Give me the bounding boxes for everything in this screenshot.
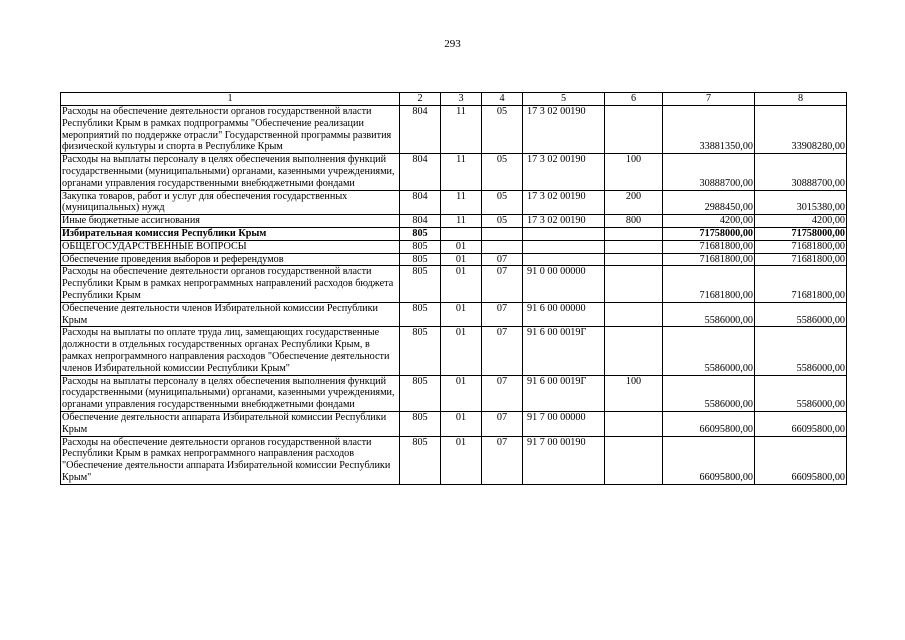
- budget-table: [60, 92, 847, 485]
- row-amount-1-cell: 5586000,00: [663, 327, 755, 375]
- row-subsection-cell: 05: [482, 106, 523, 154]
- row-name-cell: Расходы на обеспечение деятельности органов государственной власти Республики Крым в рамках непрограммных направлений расходов бюджета Республики Крым: [61, 266, 400, 302]
- row-subsection-cell: [482, 240, 523, 253]
- row-ved-cell: 805: [400, 227, 441, 240]
- column-header: 5: [523, 93, 605, 106]
- row-target-article-cell: 91 6 00 0019Г: [523, 375, 605, 411]
- row-expense-type-cell: 200: [605, 190, 663, 215]
- table-row: [61, 190, 847, 215]
- row-name-cell: Обеспечение проведения выборов и референдумов: [61, 253, 400, 266]
- row-subsection-cell: 07: [482, 436, 523, 484]
- row-ved-cell: 805: [400, 266, 441, 302]
- row-target-article-cell: 91 7 00 00190: [523, 436, 605, 484]
- row-amount-2-cell: 30888700,00: [755, 154, 847, 190]
- row-target-article-cell: [523, 227, 605, 240]
- row-amount-1-cell: 4200,00: [663, 215, 755, 228]
- row-target-article-cell: 91 6 00 00000: [523, 302, 605, 327]
- row-subsection-cell: 05: [482, 215, 523, 228]
- row-section-cell: 11: [441, 154, 482, 190]
- row-amount-1-cell: 66095800,00: [663, 411, 755, 436]
- row-subsection-cell: 05: [482, 190, 523, 215]
- row-amount-2-cell: 71758000,00: [755, 227, 847, 240]
- column-header: 1: [61, 93, 400, 106]
- row-subsection-cell: 07: [482, 375, 523, 411]
- row-amount-1-cell: 71681800,00: [663, 240, 755, 253]
- row-target-article-cell: 17 3 02 00190: [523, 190, 605, 215]
- row-amount-2-cell: 71681800,00: [755, 266, 847, 302]
- table-row: [61, 240, 847, 253]
- column-header: 7: [663, 93, 755, 106]
- row-expense-type-cell: [605, 327, 663, 375]
- row-target-article-cell: 91 0 00 00000: [523, 266, 605, 302]
- row-amount-1-cell: 5586000,00: [663, 302, 755, 327]
- row-ved-cell: 805: [400, 240, 441, 253]
- table-row: [61, 411, 847, 436]
- table-row: [61, 375, 847, 411]
- table-row: [61, 327, 847, 375]
- row-amount-2-cell: 5586000,00: [755, 327, 847, 375]
- page-number: 293: [444, 38, 461, 50]
- row-amount-2-cell: 66095800,00: [755, 436, 847, 484]
- table-row: [61, 106, 847, 154]
- row-subsection-cell: 05: [482, 154, 523, 190]
- table-row: [61, 227, 847, 240]
- row-ved-cell: 805: [400, 375, 441, 411]
- row-expense-type-cell: [605, 266, 663, 302]
- column-header: 2: [400, 93, 441, 106]
- table-row: [61, 266, 847, 302]
- row-amount-1-cell: 66095800,00: [663, 436, 755, 484]
- row-name-cell: Обеспечение деятельности членов Избирательной комиссии Республики Крым: [61, 302, 400, 327]
- row-section-cell: 11: [441, 106, 482, 154]
- row-amount-1-cell: 33881350,00: [663, 106, 755, 154]
- row-expense-type-cell: 100: [605, 154, 663, 190]
- row-subsection-cell: 07: [482, 327, 523, 375]
- column-header: 3: [441, 93, 482, 106]
- table-row: [61, 215, 847, 228]
- row-name-cell: Иные бюджетные ассигнования: [61, 215, 400, 228]
- row-name-cell: Закупка товаров, работ и услуг для обеспечения государственных (муниципальных) нужд: [61, 190, 400, 215]
- row-ved-cell: 805: [400, 302, 441, 327]
- row-name-cell: ОБЩЕГОСУДАРСТВЕННЫЕ ВОПРОСЫ: [61, 240, 400, 253]
- row-name-cell: Избирательная комиссия Республики Крым: [61, 227, 400, 240]
- row-name-cell: Расходы на выплаты персоналу в целях обеспечения выполнения функций государственными (муниципальными) органами, казенными учреждениями, органами управления государственными внебюджетными фондами: [61, 375, 400, 411]
- row-expense-type-cell: 800: [605, 215, 663, 228]
- row-section-cell: 11: [441, 190, 482, 215]
- row-amount-2-cell: 71681800,00: [755, 240, 847, 253]
- table-row: [61, 253, 847, 266]
- row-amount-1-cell: 71758000,00: [663, 227, 755, 240]
- row-target-article-cell: 17 3 02 00190: [523, 215, 605, 228]
- row-section-cell: 01: [441, 240, 482, 253]
- row-amount-2-cell: 5586000,00: [755, 375, 847, 411]
- row-target-article-cell: 91 6 00 0019Г: [523, 327, 605, 375]
- row-amount-1-cell: 71681800,00: [663, 253, 755, 266]
- row-amount-2-cell: 3015380,00: [755, 190, 847, 215]
- row-section-cell: 01: [441, 266, 482, 302]
- row-ved-cell: 804: [400, 154, 441, 190]
- row-name-cell: Обеспечение деятельности аппарата Избирательной комиссии Республики Крым: [61, 411, 400, 436]
- row-amount-2-cell: 33908280,00: [755, 106, 847, 154]
- row-amount-1-cell: 30888700,00: [663, 154, 755, 190]
- row-subsection-cell: [482, 227, 523, 240]
- row-section-cell: 01: [441, 327, 482, 375]
- row-ved-cell: 805: [400, 327, 441, 375]
- row-expense-type-cell: [605, 227, 663, 240]
- row-expense-type-cell: 100: [605, 375, 663, 411]
- row-ved-cell: 804: [400, 106, 441, 154]
- row-subsection-cell: 07: [482, 266, 523, 302]
- row-amount-1-cell: 2988450,00: [663, 190, 755, 215]
- row-section-cell: 01: [441, 302, 482, 327]
- row-expense-type-cell: [605, 240, 663, 253]
- row-ved-cell: 805: [400, 253, 441, 266]
- column-header: 4: [482, 93, 523, 106]
- row-expense-type-cell: [605, 302, 663, 327]
- table-row: [61, 154, 847, 190]
- row-target-article-cell: [523, 240, 605, 253]
- column-header: 6: [605, 93, 663, 106]
- row-name-cell: Расходы на выплаты по оплате труда лиц, замещающих государственные должности в отдельных государственных органах Республики Крым, в рамках непрограммного направления расходов "Обеспечение деятельности членов Избирательной комиссии Республики Крым": [61, 327, 400, 375]
- row-amount-1-cell: 71681800,00: [663, 266, 755, 302]
- row-ved-cell: 805: [400, 411, 441, 436]
- row-ved-cell: 805: [400, 436, 441, 484]
- row-subsection-cell: 07: [482, 302, 523, 327]
- row-ved-cell: 804: [400, 215, 441, 228]
- row-expense-type-cell: [605, 411, 663, 436]
- row-amount-2-cell: 66095800,00: [755, 411, 847, 436]
- row-section-cell: 11: [441, 215, 482, 228]
- row-section-cell: 01: [441, 411, 482, 436]
- row-amount-2-cell: 4200,00: [755, 215, 847, 228]
- row-subsection-cell: 07: [482, 411, 523, 436]
- row-amount-2-cell: 5586000,00: [755, 302, 847, 327]
- row-target-article-cell: 91 7 00 00000: [523, 411, 605, 436]
- row-name-cell: Расходы на обеспечение деятельности органов государственной власти Республики Крым в рамках подпрограммы "Обеспечение реализации мероприятий по поддержке отрасли" Государственной программы развития физической культуры и спорта в Республике Крым: [61, 106, 400, 154]
- row-expense-type-cell: [605, 106, 663, 154]
- row-expense-type-cell: [605, 253, 663, 266]
- row-expense-type-cell: [605, 436, 663, 484]
- row-ved-cell: 804: [400, 190, 441, 215]
- row-amount-2-cell: 71681800,00: [755, 253, 847, 266]
- row-section-cell: 01: [441, 253, 482, 266]
- row-name-cell: Расходы на выплаты персоналу в целях обеспечения выполнения функций государственными (муниципальными) органами, казенными учреждениями, органами управления государственными внебюджетными фондами: [61, 154, 400, 190]
- table-header-row: [61, 93, 847, 106]
- row-target-article-cell: 17 3 02 00190: [523, 154, 605, 190]
- table-row: [61, 302, 847, 327]
- row-section-cell: [441, 227, 482, 240]
- row-subsection-cell: 07: [482, 253, 523, 266]
- column-header: 8: [755, 93, 847, 106]
- row-section-cell: 01: [441, 436, 482, 484]
- table-row: [61, 436, 847, 484]
- row-target-article-cell: 17 3 02 00190: [523, 106, 605, 154]
- row-section-cell: 01: [441, 375, 482, 411]
- row-amount-1-cell: 5586000,00: [663, 375, 755, 411]
- row-name-cell: Расходы на обеспечение деятельности органов государственной власти Республики Крым в рамках непрограммного направления расходов "Обеспечение деятельности аппарата Избирательной комиссии Республики Крым": [61, 436, 400, 484]
- row-target-article-cell: [523, 253, 605, 266]
